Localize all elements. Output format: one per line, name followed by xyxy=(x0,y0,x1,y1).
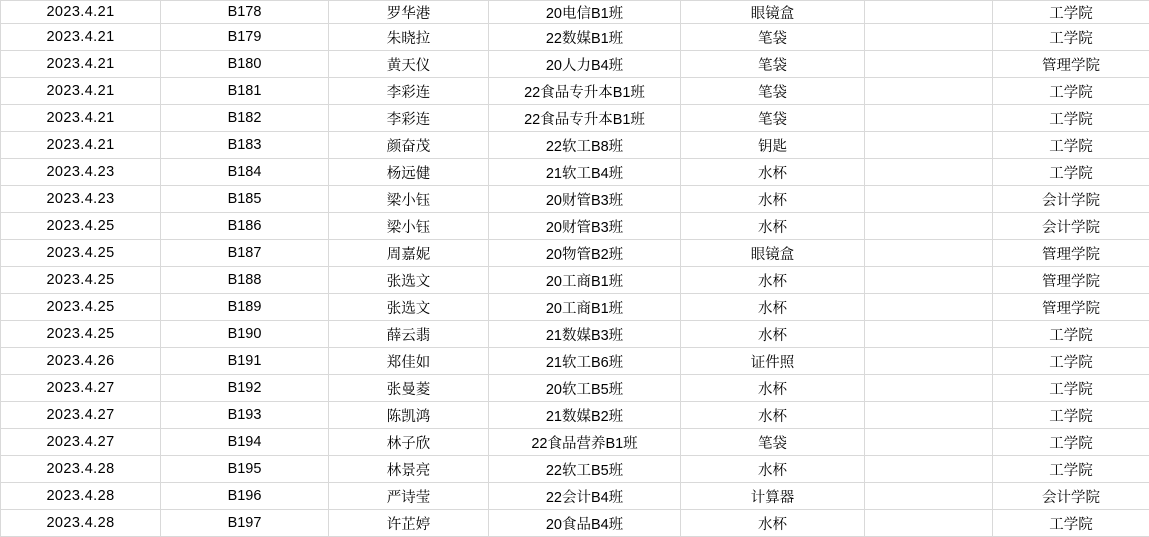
table-row[interactable] xyxy=(1,24,1149,51)
cell-dept[interactable]: 工学院 xyxy=(993,1,1149,24)
table-row[interactable] xyxy=(1,159,1149,186)
table-row[interactable] xyxy=(1,240,1149,267)
cell-code[interactable]: B188 xyxy=(161,267,329,294)
cell-date[interactable]: 2023.4.26 xyxy=(1,348,161,375)
cell-class[interactable]: 21软工B4班 xyxy=(489,159,681,186)
cell-item[interactable]: 水杯 xyxy=(681,375,865,402)
cell-code[interactable]: B183 xyxy=(161,132,329,159)
cell-dept[interactable]: 会计学院 xyxy=(993,213,1149,240)
table-row[interactable] xyxy=(1,51,1149,78)
cell-code[interactable]: B192 xyxy=(161,375,329,402)
cell-name[interactable]: 黄天仪 xyxy=(329,51,489,78)
table-row[interactable] xyxy=(1,1,1149,24)
table-row[interactable] xyxy=(1,348,1149,375)
cell-dept[interactable]: 管理学院 xyxy=(993,240,1149,267)
cell-name[interactable]: 罗华港 xyxy=(329,1,489,24)
cell-blank[interactable] xyxy=(865,159,993,186)
cell-dept[interactable]: 工学院 xyxy=(993,105,1149,132)
cell-code[interactable]: B181 xyxy=(161,78,329,105)
cell-name[interactable]: 周嘉妮 xyxy=(329,240,489,267)
cell-item[interactable]: 笔袋 xyxy=(681,51,865,78)
cell-blank[interactable] xyxy=(865,132,993,159)
cell-class[interactable]: 20财管B3班 xyxy=(489,213,681,240)
table-row[interactable] xyxy=(1,483,1149,510)
cell-class[interactable]: 20工商B1班 xyxy=(489,294,681,321)
cell-item[interactable]: 水杯 xyxy=(681,294,865,321)
cell-name[interactable]: 许芷婷 xyxy=(329,510,489,537)
cell-blank[interactable] xyxy=(865,186,993,213)
table-row[interactable] xyxy=(1,456,1149,483)
cell-class[interactable]: 21数媒B2班 xyxy=(489,402,681,429)
cell-blank[interactable] xyxy=(865,78,993,105)
cell-dept[interactable]: 工学院 xyxy=(993,159,1149,186)
cell-code[interactable]: B179 xyxy=(161,24,329,51)
cell-class[interactable]: 22软工B5班 xyxy=(489,456,681,483)
cell-item[interactable]: 钥匙 xyxy=(681,132,865,159)
cell-blank[interactable] xyxy=(865,24,993,51)
cell-dept[interactable]: 工学院 xyxy=(993,78,1149,105)
table-row[interactable] xyxy=(1,186,1149,213)
cell-date[interactable]: 2023.4.21 xyxy=(1,78,161,105)
table-row[interactable] xyxy=(1,213,1149,240)
cell-dept[interactable]: 工学院 xyxy=(993,510,1149,537)
cell-name[interactable]: 薛云翡 xyxy=(329,321,489,348)
cell-blank[interactable] xyxy=(865,375,993,402)
cell-code[interactable]: B189 xyxy=(161,294,329,321)
cell-class[interactable]: 20财管B3班 xyxy=(489,186,681,213)
cell-item[interactable]: 笔袋 xyxy=(681,429,865,456)
cell-name[interactable]: 颜奋茂 xyxy=(329,132,489,159)
cell-date[interactable]: 2023.4.21 xyxy=(1,105,161,132)
table-row[interactable] xyxy=(1,105,1149,132)
cell-code[interactable]: B195 xyxy=(161,456,329,483)
cell-name[interactable]: 严诗莹 xyxy=(329,483,489,510)
cell-code[interactable]: B187 xyxy=(161,240,329,267)
cell-class[interactable]: 22会计B4班 xyxy=(489,483,681,510)
cell-name[interactable]: 张曼菱 xyxy=(329,375,489,402)
cell-name[interactable]: 朱晓拉 xyxy=(329,24,489,51)
cell-name[interactable]: 林子欣 xyxy=(329,429,489,456)
cell-dept[interactable]: 会计学院 xyxy=(993,186,1149,213)
cell-blank[interactable] xyxy=(865,267,993,294)
cell-date[interactable]: 2023.4.23 xyxy=(1,159,161,186)
cell-name[interactable]: 郑佳如 xyxy=(329,348,489,375)
cell-date[interactable]: 2023.4.23 xyxy=(1,186,161,213)
cell-date[interactable]: 2023.4.25 xyxy=(1,240,161,267)
cell-date[interactable]: 2023.4.28 xyxy=(1,483,161,510)
cell-code[interactable]: B193 xyxy=(161,402,329,429)
cell-date[interactable]: 2023.4.21 xyxy=(1,132,161,159)
table-body xyxy=(1,1,1149,537)
cell-name[interactable]: 李彩连 xyxy=(329,78,489,105)
table-row[interactable] xyxy=(1,375,1149,402)
cell-dept[interactable]: 工学院 xyxy=(993,429,1149,456)
table-row[interactable] xyxy=(1,321,1149,348)
cell-dept[interactable]: 管理学院 xyxy=(993,294,1149,321)
cell-item[interactable]: 水杯 xyxy=(681,213,865,240)
cell-name[interactable]: 梁小钰 xyxy=(329,213,489,240)
cell-code[interactable]: B196 xyxy=(161,483,329,510)
cell-class[interactable]: 21软工B6班 xyxy=(489,348,681,375)
cell-class[interactable]: 20电信B1班 xyxy=(489,1,681,24)
cell-date[interactable]: 2023.4.25 xyxy=(1,294,161,321)
cell-code[interactable]: B197 xyxy=(161,510,329,537)
cell-item[interactable]: 水杯 xyxy=(681,510,865,537)
table-row[interactable] xyxy=(1,267,1149,294)
cell-item[interactable]: 证件照 xyxy=(681,348,865,375)
cell-blank[interactable] xyxy=(865,456,993,483)
cell-item[interactable]: 水杯 xyxy=(681,402,865,429)
cell-dept[interactable]: 工学院 xyxy=(993,132,1149,159)
cell-date[interactable]: 2023.4.21 xyxy=(1,24,161,51)
cell-dept[interactable]: 工学院 xyxy=(993,348,1149,375)
cell-item[interactable]: 眼镜盒 xyxy=(681,1,865,24)
cell-dept[interactable]: 工学院 xyxy=(993,375,1149,402)
cell-item[interactable]: 笔袋 xyxy=(681,24,865,51)
cell-item[interactable]: 水杯 xyxy=(681,186,865,213)
cell-blank[interactable] xyxy=(865,483,993,510)
cell-name[interactable]: 梁小钰 xyxy=(329,186,489,213)
table-row[interactable] xyxy=(1,294,1149,321)
cell-dept[interactable]: 管理学院 xyxy=(993,51,1149,78)
table-row[interactable] xyxy=(1,132,1149,159)
cell-class[interactable]: 22食品专升本B1班 xyxy=(489,105,681,132)
cell-class[interactable]: 22食品专升本B1班 xyxy=(489,78,681,105)
cell-class[interactable]: 22数媒B1班 xyxy=(489,24,681,51)
cell-code[interactable]: B191 xyxy=(161,348,329,375)
cell-item[interactable]: 水杯 xyxy=(681,456,865,483)
cell-class[interactable]: 20人力B4班 xyxy=(489,51,681,78)
cell-class[interactable]: 20物管B2班 xyxy=(489,240,681,267)
cell-date[interactable]: 2023.4.21 xyxy=(1,1,161,24)
cell-class[interactable]: 22食品营养B1班 xyxy=(489,429,681,456)
cell-date[interactable]: 2023.4.28 xyxy=(1,510,161,537)
cell-code[interactable]: B184 xyxy=(161,159,329,186)
cell-date[interactable]: 2023.4.28 xyxy=(1,456,161,483)
cell-item[interactable]: 笔袋 xyxy=(681,78,865,105)
cell-name[interactable]: 陈凯鸿 xyxy=(329,402,489,429)
cell-blank[interactable] xyxy=(865,105,993,132)
cell-class[interactable]: 22软工B8班 xyxy=(489,132,681,159)
cell-name[interactable]: 张选文 xyxy=(329,294,489,321)
cell-date[interactable]: 2023.4.27 xyxy=(1,375,161,402)
cell-item[interactable]: 水杯 xyxy=(681,159,865,186)
cell-blank[interactable] xyxy=(865,348,993,375)
cell-blank[interactable] xyxy=(865,294,993,321)
cell-class[interactable]: 20工商B1班 xyxy=(489,267,681,294)
cell-code[interactable]: B180 xyxy=(161,51,329,78)
table-row[interactable] xyxy=(1,78,1149,105)
cell-dept[interactable]: 工学院 xyxy=(993,402,1149,429)
table-row[interactable] xyxy=(1,402,1149,429)
cell-name[interactable]: 张选文 xyxy=(329,267,489,294)
cell-code[interactable]: B182 xyxy=(161,105,329,132)
cell-blank[interactable] xyxy=(865,51,993,78)
cell-code[interactable]: B190 xyxy=(161,321,329,348)
cell-date[interactable]: 2023.4.25 xyxy=(1,213,161,240)
cell-date[interactable]: 2023.4.25 xyxy=(1,267,161,294)
cell-name[interactable]: 李彩连 xyxy=(329,105,489,132)
cell-item[interactable]: 水杯 xyxy=(681,321,865,348)
cell-code[interactable]: B194 xyxy=(161,429,329,456)
cell-blank[interactable] xyxy=(865,213,993,240)
cell-dept[interactable]: 工学院 xyxy=(993,456,1149,483)
cell-dept[interactable]: 工学院 xyxy=(993,321,1149,348)
cell-dept[interactable]: 会计学院 xyxy=(993,483,1149,510)
cell-item[interactable]: 水杯 xyxy=(681,267,865,294)
cell-item[interactable]: 计算器 xyxy=(681,483,865,510)
cell-blank[interactable] xyxy=(865,321,993,348)
cell-code-selected[interactable]: B178 xyxy=(161,1,329,24)
cell-blank[interactable] xyxy=(865,1,993,24)
cell-dept[interactable]: 工学院 xyxy=(993,24,1149,51)
cell-date[interactable]: 2023.4.27 xyxy=(1,429,161,456)
cell-blank[interactable] xyxy=(865,510,993,537)
cell-date[interactable]: 2023.4.21 xyxy=(1,51,161,78)
cell-class[interactable]: 21数媒B3班 xyxy=(489,321,681,348)
cell-blank[interactable] xyxy=(865,429,993,456)
cell-name[interactable]: 林景亮 xyxy=(329,456,489,483)
cell-code[interactable]: B185 xyxy=(161,186,329,213)
cell-name[interactable]: 杨远健 xyxy=(329,159,489,186)
cell-item[interactable]: 笔袋 xyxy=(681,105,865,132)
cell-blank[interactable] xyxy=(865,402,993,429)
cell-date[interactable]: 2023.4.27 xyxy=(1,402,161,429)
table-row[interactable] xyxy=(1,510,1149,537)
cell-code[interactable]: B186 xyxy=(161,213,329,240)
table-row[interactable] xyxy=(1,429,1149,456)
cell-item[interactable]: 眼镜盒 xyxy=(681,240,865,267)
cell-date[interactable]: 2023.4.25 xyxy=(1,321,161,348)
cell-class[interactable]: 20软工B5班 xyxy=(489,375,681,402)
cell-blank[interactable] xyxy=(865,240,993,267)
cell-dept[interactable]: 管理学院 xyxy=(993,267,1149,294)
cell-class[interactable]: 20食品B4班 xyxy=(489,510,681,537)
